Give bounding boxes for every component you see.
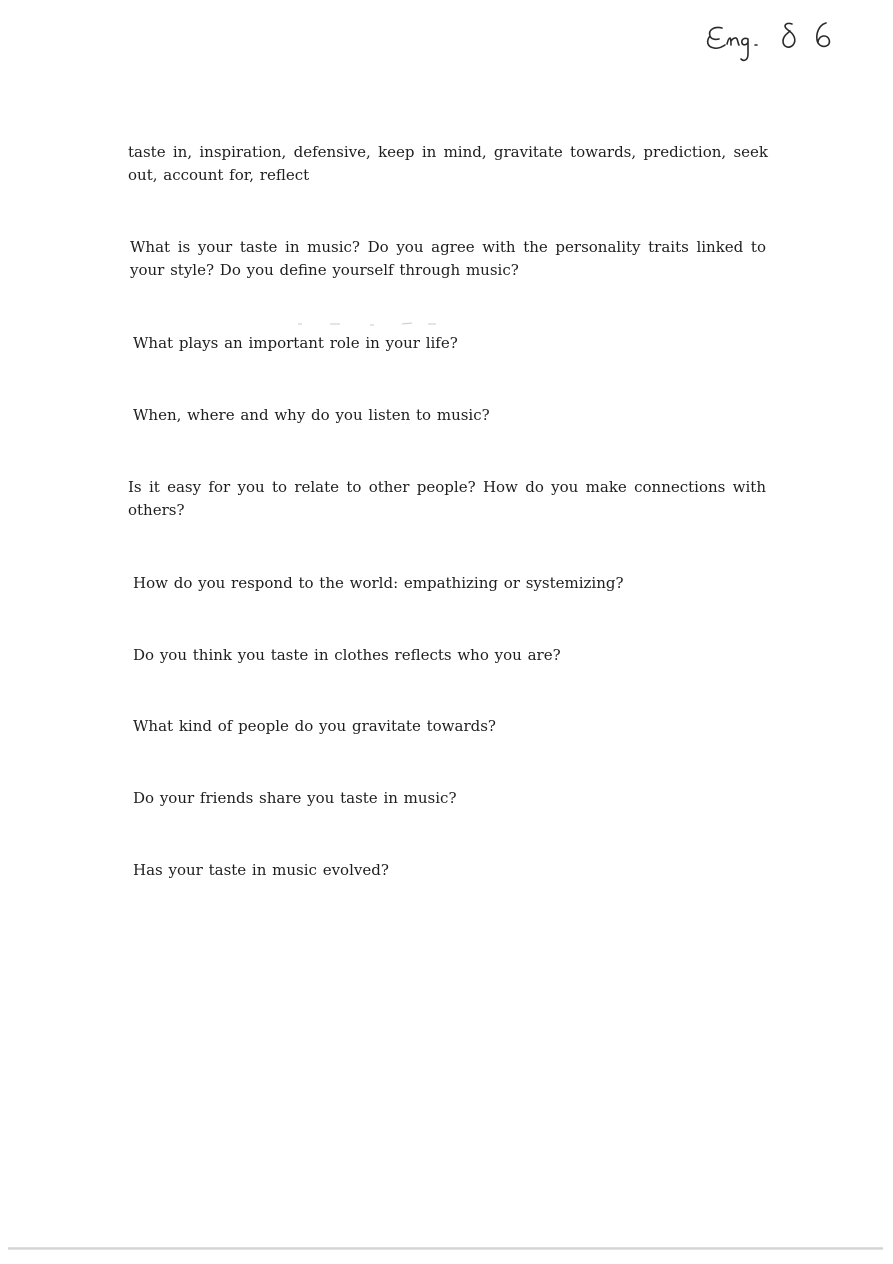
question-2: What plays an important role in your life? bbox=[133, 334, 458, 352]
question-1: What is your taste in music? Do you agree with the personality traits linked to your style? Do you define yourself through music? bbox=[130, 238, 766, 279]
question-5: How do you respond to the world: empathizing or systemizing? bbox=[133, 574, 624, 592]
question-8: Do your friends share you taste in music? bbox=[133, 789, 457, 807]
handwritten-note-drawing bbox=[700, 14, 850, 74]
page-bottom-edge bbox=[8, 1247, 883, 1250]
handwritten-note bbox=[700, 14, 850, 74]
question-4: Is it easy for you to relate to other people? How do you make connections with others? bbox=[128, 478, 766, 519]
question-3: When, where and why do you listen to music? bbox=[133, 406, 490, 424]
vocabulary-list: taste in, inspiration, defensive, keep in mind, gravitate towards, prediction, seek out, account for, reflect bbox=[128, 143, 768, 184]
question-6: Do you think you taste in clothes reflects who you are? bbox=[133, 646, 561, 664]
question-7: What kind of people do you gravitate towards? bbox=[133, 717, 496, 735]
scan-smudge bbox=[290, 322, 450, 326]
question-9: Has your taste in music evolved? bbox=[133, 861, 389, 879]
